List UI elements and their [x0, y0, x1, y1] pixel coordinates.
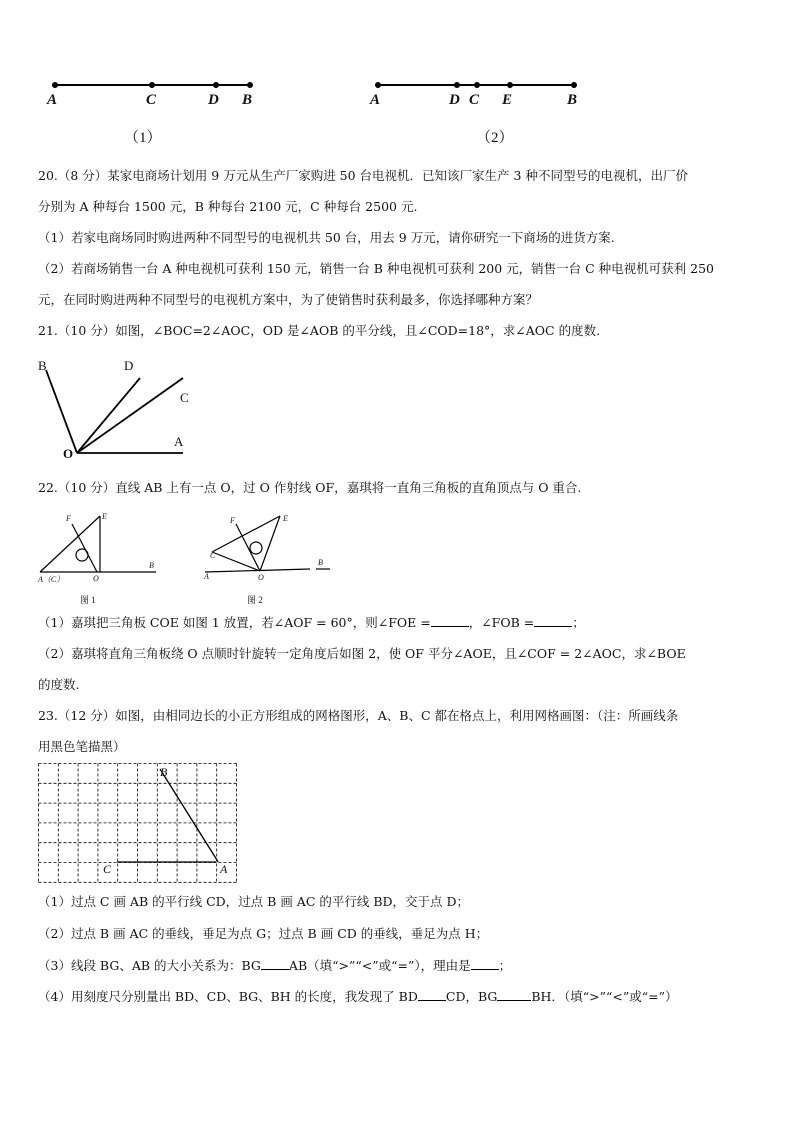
q22-sub2-line2: 的度数.	[38, 677, 80, 692]
point-label-e: E	[502, 92, 513, 108]
q22-text: 22.（10 分）直线 AB 上有一点 O，过 O 作射线 OF，嘉琪将一直角三角板的直角顶点与 O 重合.	[38, 480, 582, 495]
answer-blank[interactable]	[471, 957, 499, 970]
q22-sub1-text-b: ，∠FOB =	[468, 615, 535, 630]
answer-blank[interactable]	[261, 957, 289, 970]
grid-label-b: B	[160, 765, 168, 779]
fig2-label-a: A	[204, 572, 209, 581]
q23-text-line2: 用黑色笔描黑）	[38, 739, 126, 754]
ray-label-a: A	[174, 434, 184, 449]
q22-sub1	[38, 614, 585, 631]
ray-label-c: C	[180, 390, 189, 405]
q20-sub1: （1）若家电商场同时购进两种不同型号的电视机共 50 台，用去 9 万元，请你研究一下商场的进货方案.	[38, 230, 615, 245]
vertex-label-o: O	[63, 446, 74, 461]
triangle-figure-2	[0, 500, 340, 610]
point-label-b: B	[567, 92, 578, 108]
point-label-a: A	[370, 92, 381, 108]
fig2-label-o: O	[258, 573, 264, 582]
fig1-label-f: F	[66, 514, 71, 523]
fig1-label-o: O	[93, 574, 99, 583]
point-label-c: C	[469, 92, 480, 108]
fig1-caption: 图 1	[80, 595, 96, 605]
point-label-d: D	[449, 92, 460, 108]
fig2-label-f: F	[230, 516, 235, 525]
fig2-label-b: B	[318, 558, 323, 567]
point-label-a: A	[47, 92, 58, 108]
fig2-label-c: C	[210, 551, 216, 560]
q20-line2: 分别为 A 种每台 1500 元，B 种每台 2100 元，C 种每台 2500 元.	[38, 199, 418, 214]
q23-text-line1: 23.（12 分）如图，由相同边长的小正方形组成的网格图形，A、B、C 都在格点上，利用网格画图：（注：所画线条	[38, 708, 679, 723]
segment-figure-1	[0, 0, 794, 160]
fig2-label-e: E	[283, 514, 288, 523]
answer-blank[interactable]	[534, 614, 572, 627]
q23-sub3-text-c: ；	[498, 958, 512, 973]
answer-blank[interactable]	[497, 988, 531, 1001]
q23-sub4-text-c: BH．（填“>”“<”或“=”）	[531, 989, 678, 1004]
figure-caption-2: （2）	[476, 130, 514, 146]
dashed-grid-figure	[38, 763, 238, 883]
q22-sub2-line1: （2）嘉琪将直角三角板绕 O 点顺时针旋转一定角度后如图 2，使 OF 平分∠AOE，且∠COF = 2∠AOC，求∠BOE	[38, 646, 686, 661]
fig1-label-ac: A（C）	[38, 575, 65, 584]
point-label-b: B	[242, 92, 253, 108]
q23-sub4	[38, 988, 677, 1005]
grid-label-a: A	[220, 862, 228, 876]
q20-line1: 20.（8 分）某家电商场计划用 9 万元从生产厂家购进 50 台电视机．已知该厂家生产 3 种不同型号的电视机，出厂价	[38, 168, 688, 183]
q23-sub2: （2）过点 B 画 AC 的垂线，垂足为点 G；过点 B 画 CD 的垂线，垂足为点 H；	[38, 926, 489, 941]
q23-sub3-text-a: （3）线段 BG、AB 的大小关系为：BG	[38, 958, 261, 973]
grid-label-c: C	[103, 862, 112, 876]
q21-text: 21.（10 分）如图，∠BOC=2∠AOC，OD 是∠AOB 的平分线，且∠COD=18°，求∠AOC 的度数.	[38, 323, 601, 338]
answer-blank[interactable]	[431, 614, 469, 627]
q23-sub3	[38, 957, 511, 974]
q22-sub1-text-c: ；	[572, 615, 585, 630]
answer-blank[interactable]	[418, 988, 446, 1001]
point-label-d: D	[208, 92, 219, 108]
q23-sub4-text-b: CD，BG	[445, 989, 498, 1004]
point-label-c: C	[146, 92, 157, 108]
ray-label-d: D	[124, 358, 134, 373]
q20-sub2-line2: 元，在同时购进两种不同型号的电视机方案中，为了使销售时获利最多，你选择哪种方案？	[38, 292, 539, 307]
q23-sub4-text-a: （4）用刻度尺分别量出 BD、CD、BG、BH 的长度，我发现了 BD	[38, 989, 418, 1004]
q23-sub3-text-b: AB（填“>”“<”或“=”），理由是	[288, 958, 471, 973]
q22-sub1-text-a: （1）嘉琪把三角板 COE 如图 1 放置，若∠AOF = 60°，则∠FOE =	[38, 615, 431, 630]
q23-sub1: （1）过点 C 画 AB 的平行线 CD，过点 B 画 AC 的平行线 BD，交于点 D；	[38, 894, 470, 909]
figure-caption-1: （1）	[124, 130, 162, 146]
fig1-label-b: B	[149, 561, 154, 570]
q20-sub2-line1: （2）若商场销售一台 A 种电视机可获利 150 元，销售一台 B 种电视机可获利 200 元，销售一台 C 种电视机可获利 250	[38, 261, 715, 276]
ray-label-b: B	[38, 358, 47, 373]
fig2-caption: 图 2	[247, 595, 263, 605]
fig1-label-e: E	[102, 512, 107, 521]
